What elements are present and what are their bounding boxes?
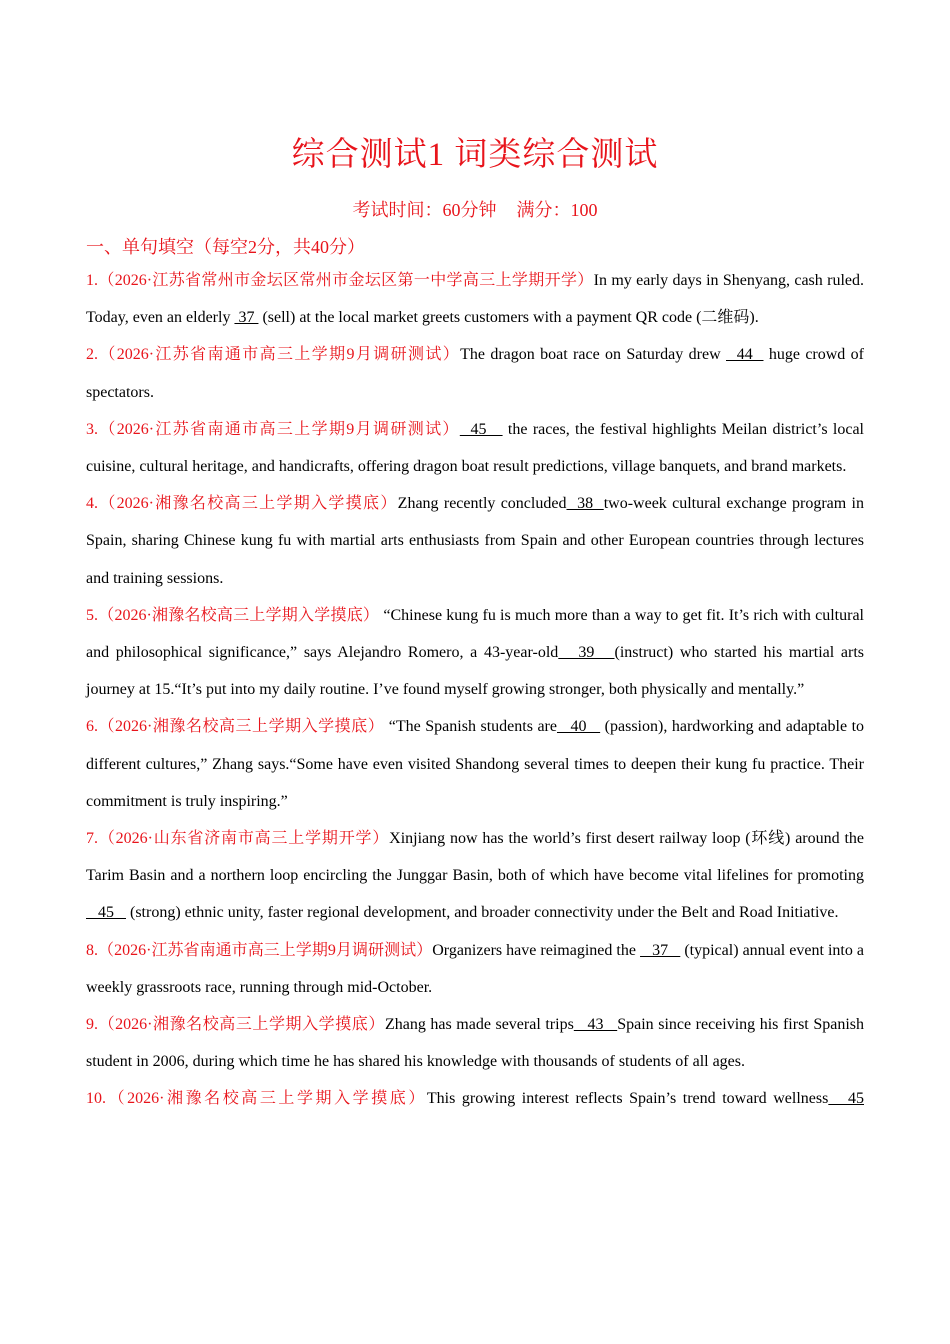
answer-blank: 37 [234, 309, 259, 327]
question-item [86, 820, 864, 932]
answer-blank: 38 [566, 495, 604, 513]
answer-blank: 39 [558, 644, 615, 662]
answer-blank: 45 [828, 1090, 864, 1108]
question-text: In my early days in Shenyang, cash ruled. Today, even an elderly [86, 272, 864, 327]
question-text: Organizers have reimagined the [432, 941, 641, 959]
question-text: Xinjiang now has the world’s first desert railway loop (环线) around the Tarim Basin and a northern loop encircling the Junggar Basin, both of which have become vital lifelines for promoting [86, 830, 864, 885]
answer-blank: 43 [573, 1016, 618, 1034]
question-text: “Chinese kung fu is much more than a way to get fit. It’s rich with cultural and philosophical significance,” says Alejandro Romero, a 43-year-old [86, 606, 864, 662]
question-source: 4.（2026·湘豫名校高三上学期入学摸底） [86, 495, 398, 513]
question-text: “The Spanish students are [384, 718, 557, 736]
question-text: two-week cultural exchange program in Spain, sharing Chinese kung fu with martial arts enthusiasts from Spain and other European countries through lectures and training sessions. [86, 495, 864, 587]
question-text: Spain since receiving his first Spanish student in 2006, during which time he has shared his knowledge with thousands of students of all ages. [86, 1016, 864, 1071]
question-source: 9.（2026·湘豫名校高三上学期入学摸底） [86, 1016, 385, 1034]
answer-blank: 37 [640, 941, 681, 959]
section-heading: 一、单句填空（每空2分，共40分） [86, 237, 365, 257]
answer-blank: 44 [726, 346, 764, 364]
question-source: 1.（2026·江苏省常州市金坛区常州市金坛区第一中学高三上学期开学） [86, 272, 594, 289]
answer-blank: 40 [556, 718, 601, 736]
question-item [86, 262, 864, 336]
question-source: 10.（2026·湘豫名校高三上学期入学摸底） [86, 1090, 427, 1108]
question-source: 8.（2026·江苏省南通市高三上学期9月调研测试） [86, 941, 433, 959]
question-text: (typical) annual event into a weekly grassroots race, running through mid-October. [86, 941, 864, 996]
page-title: 综合测试1 词类综合测试 [291, 137, 659, 173]
question-text: This growing interest reflects Spain’s trend toward wellness [426, 1090, 829, 1108]
question-text: The dragon boat race on Saturday drew [460, 346, 726, 364]
question-list [86, 262, 864, 1118]
question-item [86, 1080, 864, 1117]
question-source: 3.（2026·江苏省南通市高三上学期9月调研测试） [86, 420, 460, 438]
question-text: (passion), hardworking and adaptable to different cultures,” Zhang says.“Some have even visited Shandong several times to deepen their kung fu practice. Their commitment is truly inspiring.” [86, 718, 865, 810]
question-text: (sell) at the local market greets customers with a payment QR code (二维码). [258, 309, 759, 327]
question-item [86, 708, 864, 820]
question-item [86, 597, 864, 709]
question-item [86, 1006, 864, 1080]
question-item [86, 485, 864, 597]
question-text: (instruct) who started his martial arts journey at 15.“It’s put into my daily routine. I’ve found myself growing stronger, both physically and mentally.” [86, 644, 865, 699]
question-item [86, 411, 864, 485]
question-text: huge crowd of spectators. [86, 346, 865, 401]
question-text: (strong) ethnic unity, faster regional development, and broader connectivity under the Belt and Road Initiative. [126, 904, 839, 922]
exam-info [0, 196, 950, 222]
question-source: 6.（2026·湘豫名校高三上学期入学摸底） [86, 718, 385, 736]
question-text: the races, the festival highlights Meilan district’s local cuisine, cultural heritage, and handicrafts, offering dragon boat result predictions, village banquets, and brand markets. [86, 420, 864, 476]
question-source: 2.（2026·江苏省南通市高三上学期9月调研测试） [86, 346, 461, 364]
question-source: 5.（2026·湘豫名校高三上学期入学摸底） [86, 606, 380, 624]
full-score: 满分：100 [516, 200, 598, 220]
question-source: 7.（2026·山东省济南市高三上学期开学） [86, 830, 390, 848]
question-text: Zhang recently concluded [397, 495, 567, 513]
answer-blank: 45 [86, 904, 126, 922]
question-text: Zhang has made several trips [384, 1016, 574, 1034]
exam-time: 考试时间：60分钟 [352, 200, 497, 220]
question-item [86, 932, 864, 1006]
answer-blank: 45 [459, 420, 503, 438]
question-item [86, 336, 864, 410]
